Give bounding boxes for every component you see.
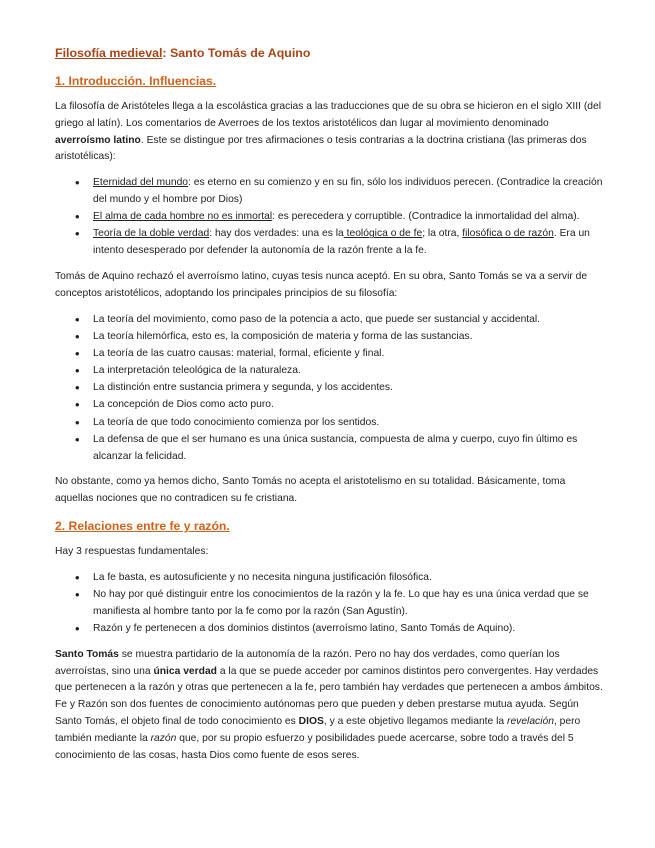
title-rest: : Santo Tomás de Aquino bbox=[162, 46, 311, 60]
thesis-underlined: teológica o de fe bbox=[343, 228, 423, 240]
list-item bbox=[93, 226, 603, 260]
section-2-heading: 2. Relaciones entre fe y razón. bbox=[55, 519, 230, 534]
final-text: que, por su propio esfuerzo y posibilidades puede acercarse, sobre todo a través del 5 conocimiento de las cosas, hasta Dios como fuente de esos seres. bbox=[55, 732, 574, 761]
title-prefix: Filosofía medieval bbox=[55, 46, 163, 60]
list-item: • La teoría de que todo conocimiento comienza por los sentidos. bbox=[93, 415, 603, 432]
thesis-underlined: filosófica o de razón bbox=[462, 228, 554, 240]
list-item bbox=[93, 209, 603, 226]
list-item: • Razón y fe pertenecen a dos dominios distintos (averroísmo latino, Santo Tomás de Aquino). bbox=[93, 621, 603, 638]
list-item: • La teoría hilemórfica, esto es, la composición de materia y forma de las sustancias. bbox=[93, 329, 603, 346]
section-2-intro: Hay 3 respuestas fundamentales: bbox=[55, 546, 209, 558]
averroism-theses-list bbox=[55, 175, 603, 260]
bold-dios: DIOS bbox=[298, 716, 324, 727]
final-text: , pero también mediante la bbox=[55, 716, 581, 744]
list-item: • La concepción de Dios como acto puro. bbox=[93, 397, 603, 414]
thesis-text: : hay dos verdades: una es la bbox=[209, 228, 344, 240]
thesis-text: . Era un intento desesperado por defender la autonomía de la razón frente a la fe. bbox=[93, 228, 590, 257]
list-item: • La distinción entre sustancia primera y segunda, y los accidentes. bbox=[93, 380, 603, 397]
thesis-text: : es eterno en su comienzo y en su fin, sólo los individuos perecen. (Contradice la creación del mundo y el hombre por Dios) bbox=[93, 177, 603, 205]
aristotelian-principles-list bbox=[55, 312, 603, 466]
p1-text-a: La filosofía de Aristóteles llega a la escolástica gracias a las traducciones que de su obra se hicieron en el siglo XIII (del griego al latín). Los comentarios de Averroes de los textos aristotélicos dan lugar al movimiento denominado bbox=[55, 101, 602, 129]
final-text: se muestra partidario de la autonomía de la razón. Pero no hay dos verdades, como querían los averroístas, sino una bbox=[55, 648, 560, 677]
list-item: • La teoría de las cuatro causas: material, formal, eficiente y final. bbox=[93, 346, 603, 363]
faith-reason-answers-list bbox=[55, 570, 603, 638]
section-2-final-paragraph bbox=[55, 647, 603, 765]
list-item: • La fe basta, es autosuficiente y no necesita ninguna justificación filosófica. bbox=[93, 570, 603, 587]
thesis-term: Teoría de la doble verdad bbox=[93, 228, 210, 240]
italic-razon: razón bbox=[150, 732, 177, 744]
list-item: • No hay por qué distinguir entre los conocimientos de la razón y la fe. Lo que hay es una única verdad que se manifiesta al hombre tanto por la fe como por la razón (San Agustín). bbox=[93, 587, 603, 621]
thesis-text: ; la otra, bbox=[422, 228, 463, 240]
thesis-text: : es perecedera y corruptible. (Contradice la inmortalidad del alma). bbox=[272, 211, 580, 223]
bold-santo-tomas: Santo Tomás bbox=[55, 648, 119, 660]
section-1-paragraph-2: Tomás de Aquino rechazó el averroísmo latino, cuyas tesis nunca aceptó. En su obra, Santo Tomás se va a servir de conceptos aristotélicos, adoptando los principales principios de su filosofía: bbox=[55, 270, 588, 299]
section-1-paragraph-1 bbox=[55, 99, 603, 166]
section-1-heading: 1. Introducción. Influencias. bbox=[55, 74, 217, 88]
thesis-term: El alma de cada hombre no es inmortal bbox=[93, 211, 273, 223]
list-item: • La teoría del movimiento, como paso de la potencia a acto, que puede ser sustancial y accidental. bbox=[93, 312, 603, 329]
p1-text-b: . Este se distingue por tres afirmaciones o tesis contrarias a la doctrina cristiana (las primeras dos aristotélicas): bbox=[55, 134, 587, 163]
document-title bbox=[55, 44, 603, 62]
thesis-term: Eternidad del mundo bbox=[93, 177, 189, 189]
final-text: , y a este objetivo llegamos mediante la bbox=[323, 716, 508, 727]
list-item: • La interpretación teleológica de la naturaleza. bbox=[93, 363, 603, 380]
p1-bold-term: averroísmo latino bbox=[55, 134, 141, 146]
list-item: • La defensa de que el ser humano es una única sustancia, compuesta de alma y cuerpo, cuyo fin último es alcanzar la felicidad. bbox=[93, 432, 603, 466]
section-1-paragraph-3: No obstante, como ya hemos dicho, Santo Tomás no acepta el aristotelismo en su totalidad. Básicamente, toma aquellas nociones que no contradicen su fe cristiana. bbox=[55, 476, 566, 505]
final-text: a la que se puede acceder por caminos distintos pero convergentes. Hay verdades que pertenecen a la razón y otras que pertenecen a la fe, pero también hay verdades que pertenecen a ambos ámbitos. Fe y Razón son dos fuentes de conocimiento autónomas pero que pueden y deben prestarse mutua ayuda. Según Santo Tomás, el objeto final de todo conocimiento es bbox=[55, 665, 603, 727]
document-page bbox=[55, 44, 603, 773]
list-item bbox=[93, 175, 603, 209]
bold-unica-verdad: única verdad bbox=[153, 665, 217, 677]
italic-revelacion: revelación bbox=[507, 716, 554, 727]
